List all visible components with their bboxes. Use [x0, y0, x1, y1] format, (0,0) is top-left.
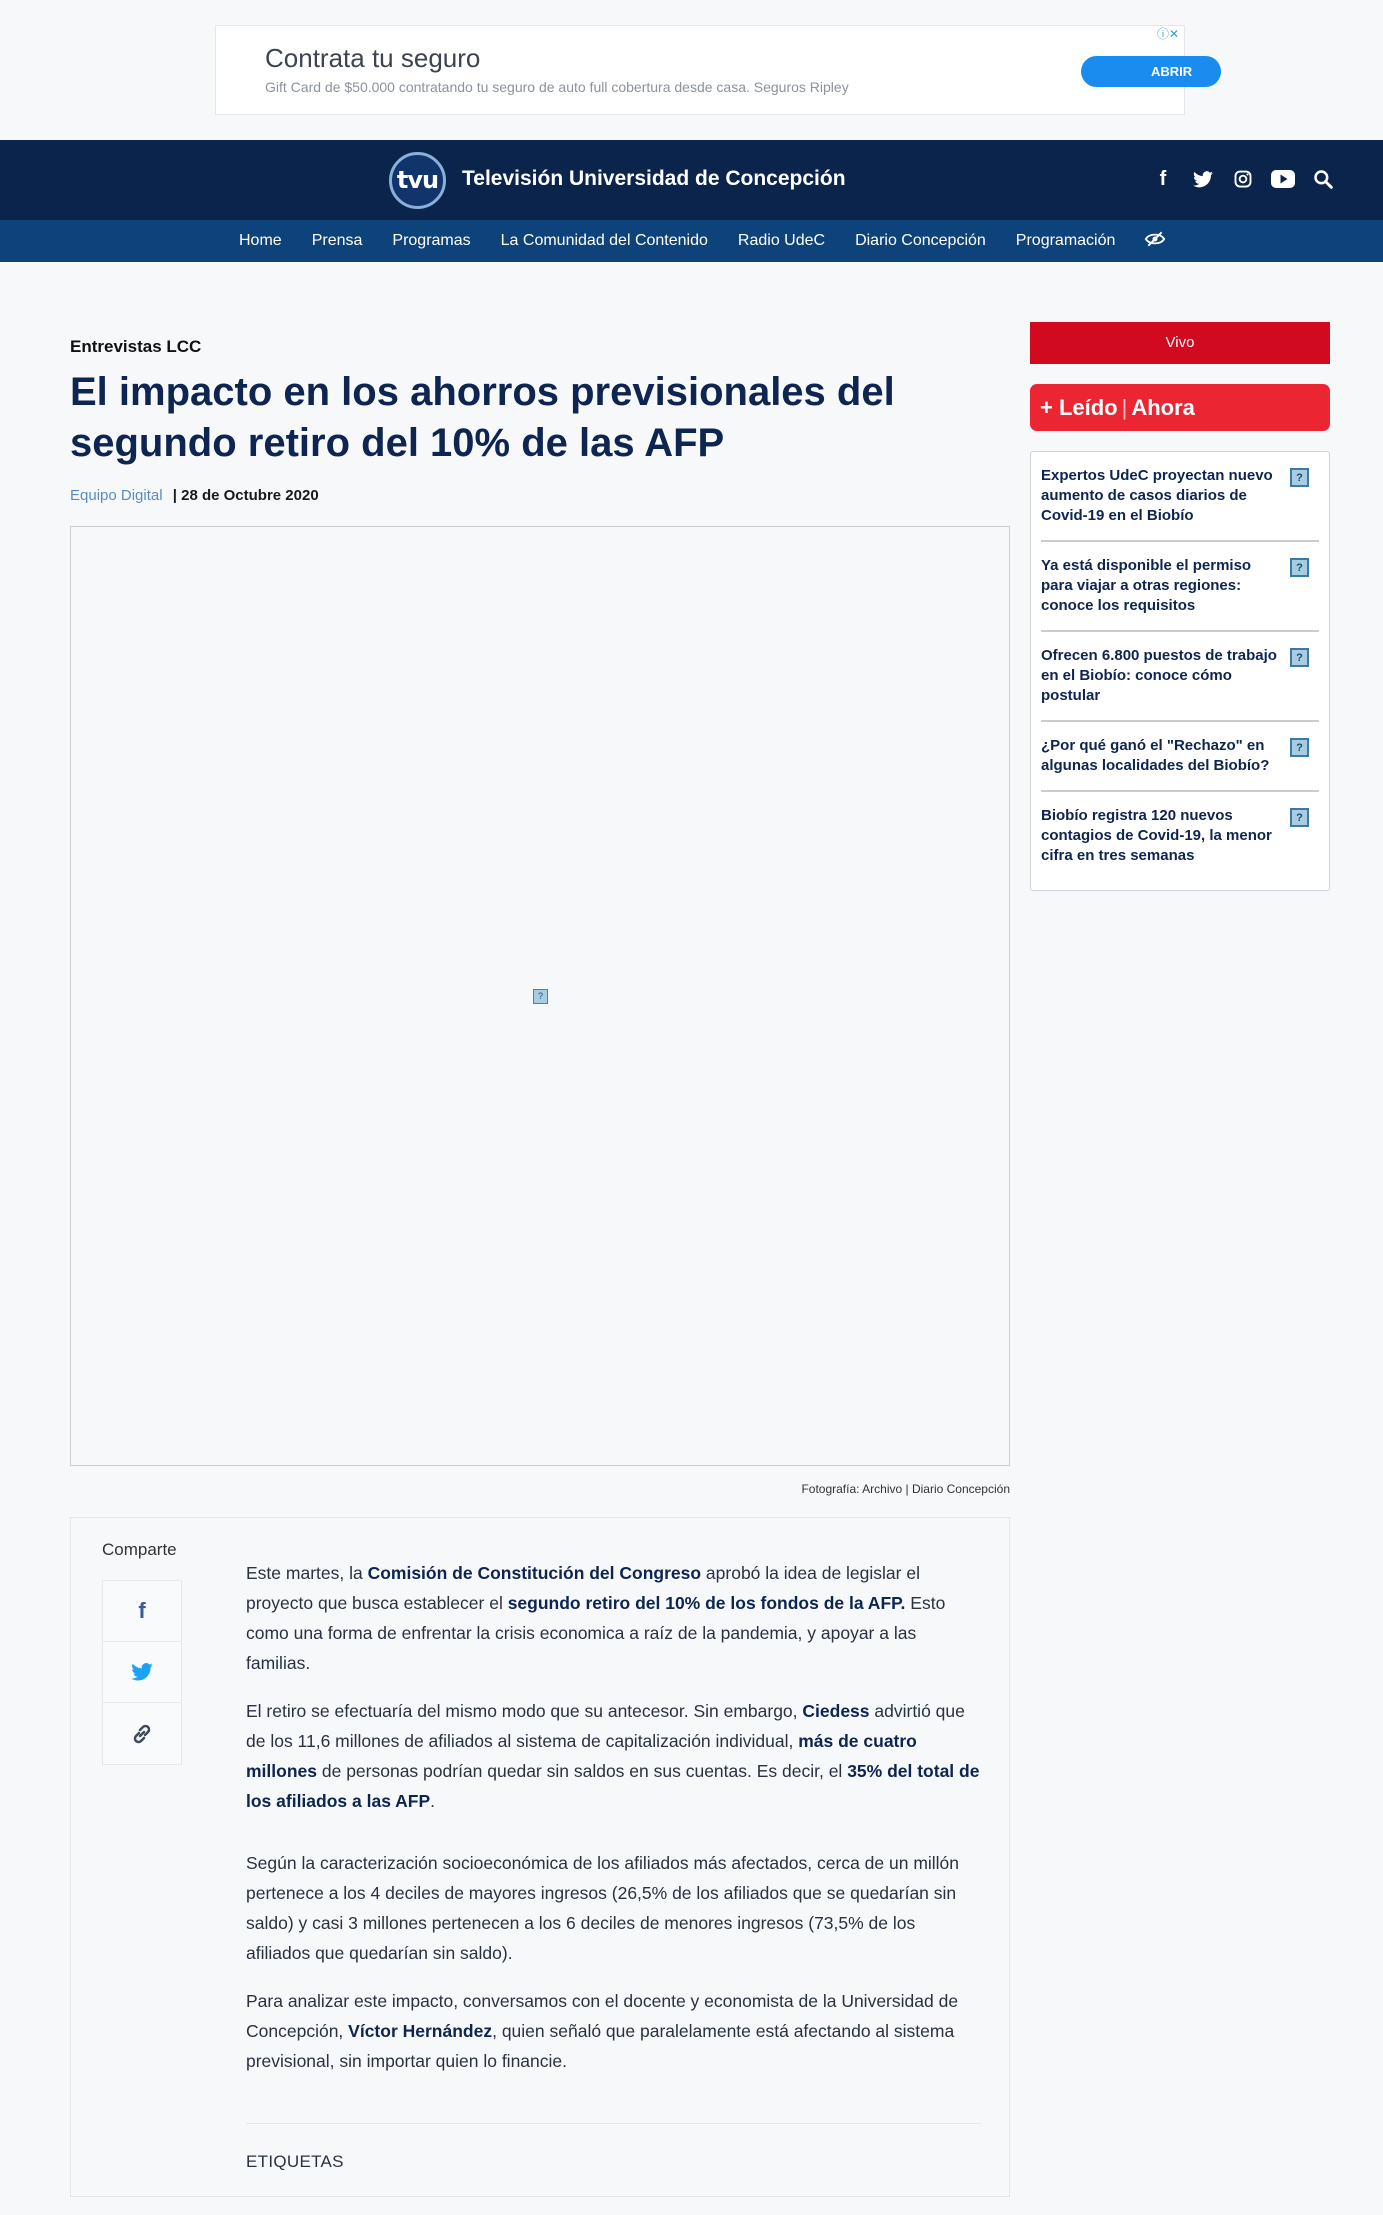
site-title[interactable]: Televisión Universidad de Concepción	[462, 167, 846, 190]
share-label: Comparte	[102, 1540, 177, 1559]
divider	[246, 2123, 981, 2124]
accessibility-eye-icon[interactable]	[1145, 231, 1165, 252]
article-headline: El impacto en los ahorros previsionales del segundo retiro del 10% de las AFP	[70, 370, 895, 465]
nav-item-home[interactable]: Home	[239, 232, 282, 249]
list-item[interactable]: ¿Por qué ganó el "Rechazo" en algunas localidades del Biobío? ?	[1041, 722, 1319, 792]
most-read-header	[1030, 384, 1330, 431]
broken-image-icon: ?	[1290, 648, 1309, 667]
broken-image-icon: ?	[1290, 738, 1309, 757]
ad-info-icon[interactable]: ⓘ✕	[1152, 26, 1184, 42]
ad-open-button[interactable]: ABRIR	[1081, 56, 1221, 87]
tags-label: ETIQUETAS	[246, 2152, 344, 2171]
facebook-icon[interactable]: f	[1159, 167, 1167, 190]
ad-title[interactable]: Contrata tu seguro	[265, 43, 481, 73]
paragraph-3: Según la caracterización socioeconómica de los afiliados más afectados, cerca de un millón pertenece a los 4 deciles de mayores ingresos (26,5% de los afiliados que se quedarían sin saldo) y casi 3 millones pertenecen a los 6 deciles de menores ingresos (73,5% de los afiliados que quedarían sin saldo).	[246, 1853, 960, 1963]
nav-item-comunidad[interactable]: La Comunidad del Contenido	[500, 232, 708, 249]
broken-image-icon: ?	[533, 989, 548, 1004]
tab-separator: |	[1121, 395, 1128, 420]
broken-image-icon: ?	[1290, 468, 1309, 487]
twitter-icon	[131, 1663, 153, 1681]
instagram-icon[interactable]	[1230, 164, 1256, 194]
photo-caption: Fotografía: Archivo | Diario Concepción	[801, 1482, 1010, 1496]
nav-item-programas[interactable]: Programas	[392, 232, 471, 249]
twitter-icon[interactable]	[1190, 164, 1216, 194]
list-item[interactable]: Ofrecen 6.800 puestos de trabajo en el Biobío: conoce cómo postular ?	[1041, 632, 1319, 722]
article-byline	[70, 487, 319, 504]
most-read-tab[interactable]: + Leído	[1040, 395, 1118, 420]
nav-item-radio-udec[interactable]: Radio UdeC	[737, 232, 826, 249]
share-twitter-button[interactable]	[103, 1642, 181, 1703]
broken-image-icon: ?	[1290, 558, 1309, 577]
nav-item-programacion[interactable]: Programación	[1015, 232, 1116, 249]
facebook-icon: f	[138, 1598, 146, 1623]
social-links	[1150, 164, 1336, 194]
list-item[interactable]: Ya está disponible el permiso para viajar a otras regiones: conoce los requisitos ?	[1041, 542, 1319, 632]
share-facebook-button[interactable]	[103, 1581, 181, 1642]
article-text	[246, 1558, 981, 2094]
most-read-list	[1030, 451, 1330, 891]
paragraph-1: Este martes, la Comisión de Constitución del Congreso aprobó la idea de legislar el proyecto que busca establecer el segundo retiro del 10% de los fondos de la AFP. Esto como una forma de enfrentar la crisis economica a raíz de la pandemia, y apoyar a las familias.	[246, 1563, 946, 1673]
list-item[interactable]: Expertos UdeC proyectan nuevo aumento de casos diarios de Covid-19 en el Biobío ?	[1041, 452, 1319, 542]
tvu-logo[interactable]: tvu	[389, 152, 446, 209]
article-photo	[70, 526, 1010, 1466]
article-date: | 28 de Octubre 2020	[172, 487, 319, 504]
site-header	[0, 140, 1383, 220]
youtube-icon[interactable]	[1270, 164, 1296, 194]
broken-image-icon: ?	[1290, 808, 1309, 827]
ad-description[interactable]: Gift Card de $50.000 contratando tu seguro de auto full cobertura desde casa. Seguros Ripley	[265, 79, 849, 95]
main-nav	[0, 220, 1383, 262]
paragraph-2: El retiro se efectuaría del mismo modo que su antecesor. Sin embargo, Ciedess advirtió que de los 11,6 millones de afiliados al sistema de capitalización individual, más de cuatro millones de personas podrían quedar sin saldos en sus cuentas. Es decir, el 35% del total de los afiliados a las AFP.	[246, 1701, 980, 1811]
nav-item-prensa[interactable]: Prensa	[311, 232, 363, 249]
now-tab[interactable]: Ahora	[1131, 395, 1195, 420]
article-category[interactable]: Entrevistas LCC	[70, 337, 202, 356]
live-button[interactable]: Vivo	[1030, 322, 1330, 364]
ad-banner[interactable]	[215, 25, 1193, 115]
share-link-button[interactable]	[103, 1703, 181, 1764]
share-buttons	[102, 1580, 182, 1765]
article-author[interactable]: Equipo Digital	[70, 487, 163, 504]
list-item[interactable]: Biobío registra 120 nuevos contagios de Covid-19, la menor cifra en tres semanas ?	[1041, 792, 1319, 880]
paragraph-4: Para analizar este impacto, conversamos con el docente y economista de la Universidad de Concepción, Víctor Hernández, quien señaló que paralelamente está afectando al sistema previsional, sin importar quien lo financie.	[246, 1991, 959, 2071]
link-icon	[130, 1722, 154, 1746]
article-body-box	[70, 1517, 1010, 2197]
search-icon[interactable]	[1310, 164, 1336, 194]
nav-item-diario-concepcion[interactable]: Diario Concepción	[855, 232, 986, 249]
